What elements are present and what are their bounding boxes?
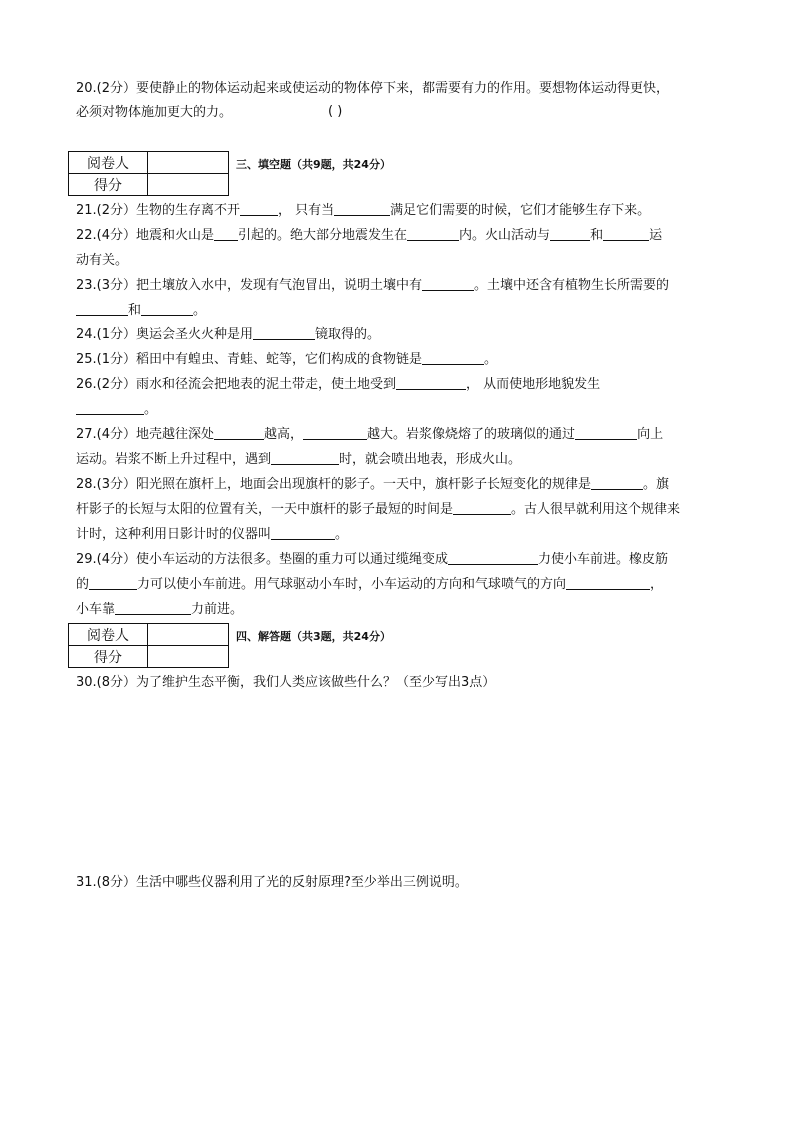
score-table-section4 [68, 623, 229, 668]
q26-text-a: 26.(2分）雨水和径流会把地表的泥土带走，使土地受到 [76, 377, 397, 392]
q24-text-b: 镜取得的。 [315, 327, 381, 342]
q27-blank-4[interactable] [271, 451, 339, 465]
q23-blank-2[interactable] [76, 302, 128, 316]
q22-text-c: 内。火山活动与 [459, 228, 551, 243]
q21-text-b: ， 只有当 [278, 203, 335, 218]
q22-text-b: 引起的。绝大部分地震发生在 [238, 228, 408, 243]
reviewer-cell[interactable] [148, 624, 229, 646]
q27-text-d: 向上 [637, 427, 664, 442]
q27-text-e: 运动。岩浆不断上升过程中，遇到 [76, 452, 272, 467]
q26-line2 [76, 401, 157, 419]
q27-text-b: 越高， [264, 427, 304, 442]
q30: 30.(8分）为了维护生态平衡，我们人类应该做些什么？（至少写出3点） [76, 675, 496, 690]
section3-heading: 三、填空题（共9题，共24分） [236, 158, 391, 171]
q28-blank-2[interactable] [453, 501, 511, 515]
q28-blank-1[interactable] [591, 476, 643, 490]
q20-line1: 20.(2分）要使静止的物体运动起来或使运动的物体停下来，都需要有力的作用。要想物体运动得更快， [76, 81, 670, 96]
q24-text-a: 24.(1分）奥运会圣火火种是用 [76, 327, 254, 342]
q20-answer-paren[interactable]: ( ) [328, 104, 343, 119]
q23-line2 [76, 302, 206, 320]
q29-blank-2[interactable] [89, 576, 137, 590]
q28-text-f: 。 [335, 527, 349, 542]
q31-answer-area[interactable] [76, 900, 716, 1100]
q27-text-a: 27.(4分）地壳越往深处 [76, 427, 215, 442]
q22-blank-2[interactable] [407, 227, 459, 241]
q23-text-c: 和 [128, 303, 142, 318]
q29-blank-4[interactable] [115, 601, 191, 615]
q29-text-d: 力可以使小车前进。用气球驱动小车时，小车运动的方向和气球喷气的方向 [137, 577, 567, 592]
q23-text-b: 。土壤中还含有植物生长所需要的 [474, 278, 670, 293]
q22-blank-1[interactable] [214, 227, 238, 241]
q27-text-f: 时，就会喷出地表，形成火山。 [339, 452, 522, 467]
q29-blank-1[interactable] [448, 551, 538, 565]
q26-text-c: 。 [144, 402, 158, 417]
q21-text-a: 21.(2分）生物的生存离不开 [76, 203, 241, 218]
q26-blank-1[interactable] [396, 376, 466, 390]
q29-text-f: 小车靠 [76, 602, 116, 617]
q25-blank-1[interactable] [422, 351, 484, 365]
q28-text-a: 28.(3分）阳光照在旗杆上，地面会出现旗杆的影子。一天中，旗杆影子长短变化的规律是 [76, 477, 592, 492]
q21 [76, 202, 650, 220]
q28-text-b: 。旗 [643, 477, 670, 492]
reviewer-cell[interactable] [148, 152, 229, 174]
q22-line2: 动有关。 [76, 253, 129, 268]
q28-line3 [76, 526, 348, 544]
q22-text-a: 22.(4分）地震和火山是 [76, 228, 215, 243]
q23-blank-3[interactable] [141, 302, 193, 316]
q25-text-a: 25.(1分）稻田中有蝗虫、青蛙、蛇等，它们构成的食物链是 [76, 352, 423, 367]
q27-text-c: 越大。岩浆像烧熔了的玻璃似的通过 [367, 427, 576, 442]
q24 [76, 326, 380, 344]
q23-text-a: 23.(3分）把土壤放入水中，发现有气泡冒出，说明土壤中有 [76, 278, 423, 293]
q29-text-a: 29.(4分）使小车运动的方法很多。垫圈的重力可以通过缆绳变成 [76, 552, 449, 567]
q27-blank-1[interactable] [214, 426, 264, 440]
score-cell[interactable] [148, 174, 229, 196]
q29-line3 [76, 601, 243, 619]
score-cell[interactable] [148, 646, 229, 668]
q23-blank-1[interactable] [422, 277, 474, 291]
q29-line2 [76, 576, 663, 594]
q24-blank-1[interactable] [253, 326, 315, 340]
q23-line1 [76, 277, 669, 295]
q28-text-c: 杆影子的长短与太阳的位置有关，一天中旗杆的影子最短的时间是 [76, 502, 454, 517]
q22-line1 [76, 227, 662, 245]
q31: 31.(8分）生活中哪些仪器利用了光的反射原理?至少举出三例说明。 [76, 875, 468, 890]
q29-line1 [76, 551, 668, 569]
section4-heading: 四、解答题（共3题，共24分） [236, 630, 391, 643]
reviewer-label: 阅卷人 [69, 624, 148, 646]
q21-blank-2[interactable] [334, 202, 390, 216]
q20-line2: 必须对物体施加更大的力。 [76, 105, 233, 120]
score-label: 得分 [69, 646, 148, 668]
q26-text-b: ， 从而使地形地貌发生 [466, 377, 601, 392]
reviewer-label: 阅卷人 [69, 152, 148, 174]
q28-text-d: 。古人很早就利用这个规律来 [511, 502, 681, 517]
q28-blank-3[interactable] [271, 526, 335, 540]
q22-blank-4[interactable] [603, 227, 649, 241]
q22-text-d: 和 [590, 228, 604, 243]
q21-text-c: 满足它们需要的时候，它们才能够生存下来。 [390, 203, 651, 218]
q25 [76, 351, 497, 369]
q22-text-e: 运 [649, 228, 663, 243]
score-label: 得分 [69, 174, 148, 196]
score-table-section3 [68, 151, 229, 196]
q29-text-b: 力使小车前进。橡皮筋 [538, 552, 669, 567]
q25-text-b: 。 [484, 352, 498, 367]
q27-blank-2[interactable] [303, 426, 367, 440]
q29-text-e: ， [650, 577, 664, 592]
q23-text-d: 。 [193, 303, 207, 318]
q26-blank-2[interactable] [76, 401, 144, 415]
q28-line1 [76, 476, 669, 494]
q22-blank-3[interactable] [550, 227, 590, 241]
q29-text-g: 力前进。 [191, 602, 244, 617]
q29-blank-3[interactable] [566, 576, 650, 590]
q27-blank-3[interactable] [575, 426, 637, 440]
q28-text-e: 计时，这种利用日影计时的仪器叫 [76, 527, 272, 542]
q21-blank-1[interactable] [240, 202, 278, 216]
q30-answer-area[interactable] [76, 700, 716, 860]
q29-text-c: 的 [76, 577, 90, 592]
q27-line2 [76, 451, 521, 469]
q28-line2 [76, 501, 680, 519]
q27-line1 [76, 426, 663, 444]
q26-line1 [76, 376, 600, 394]
